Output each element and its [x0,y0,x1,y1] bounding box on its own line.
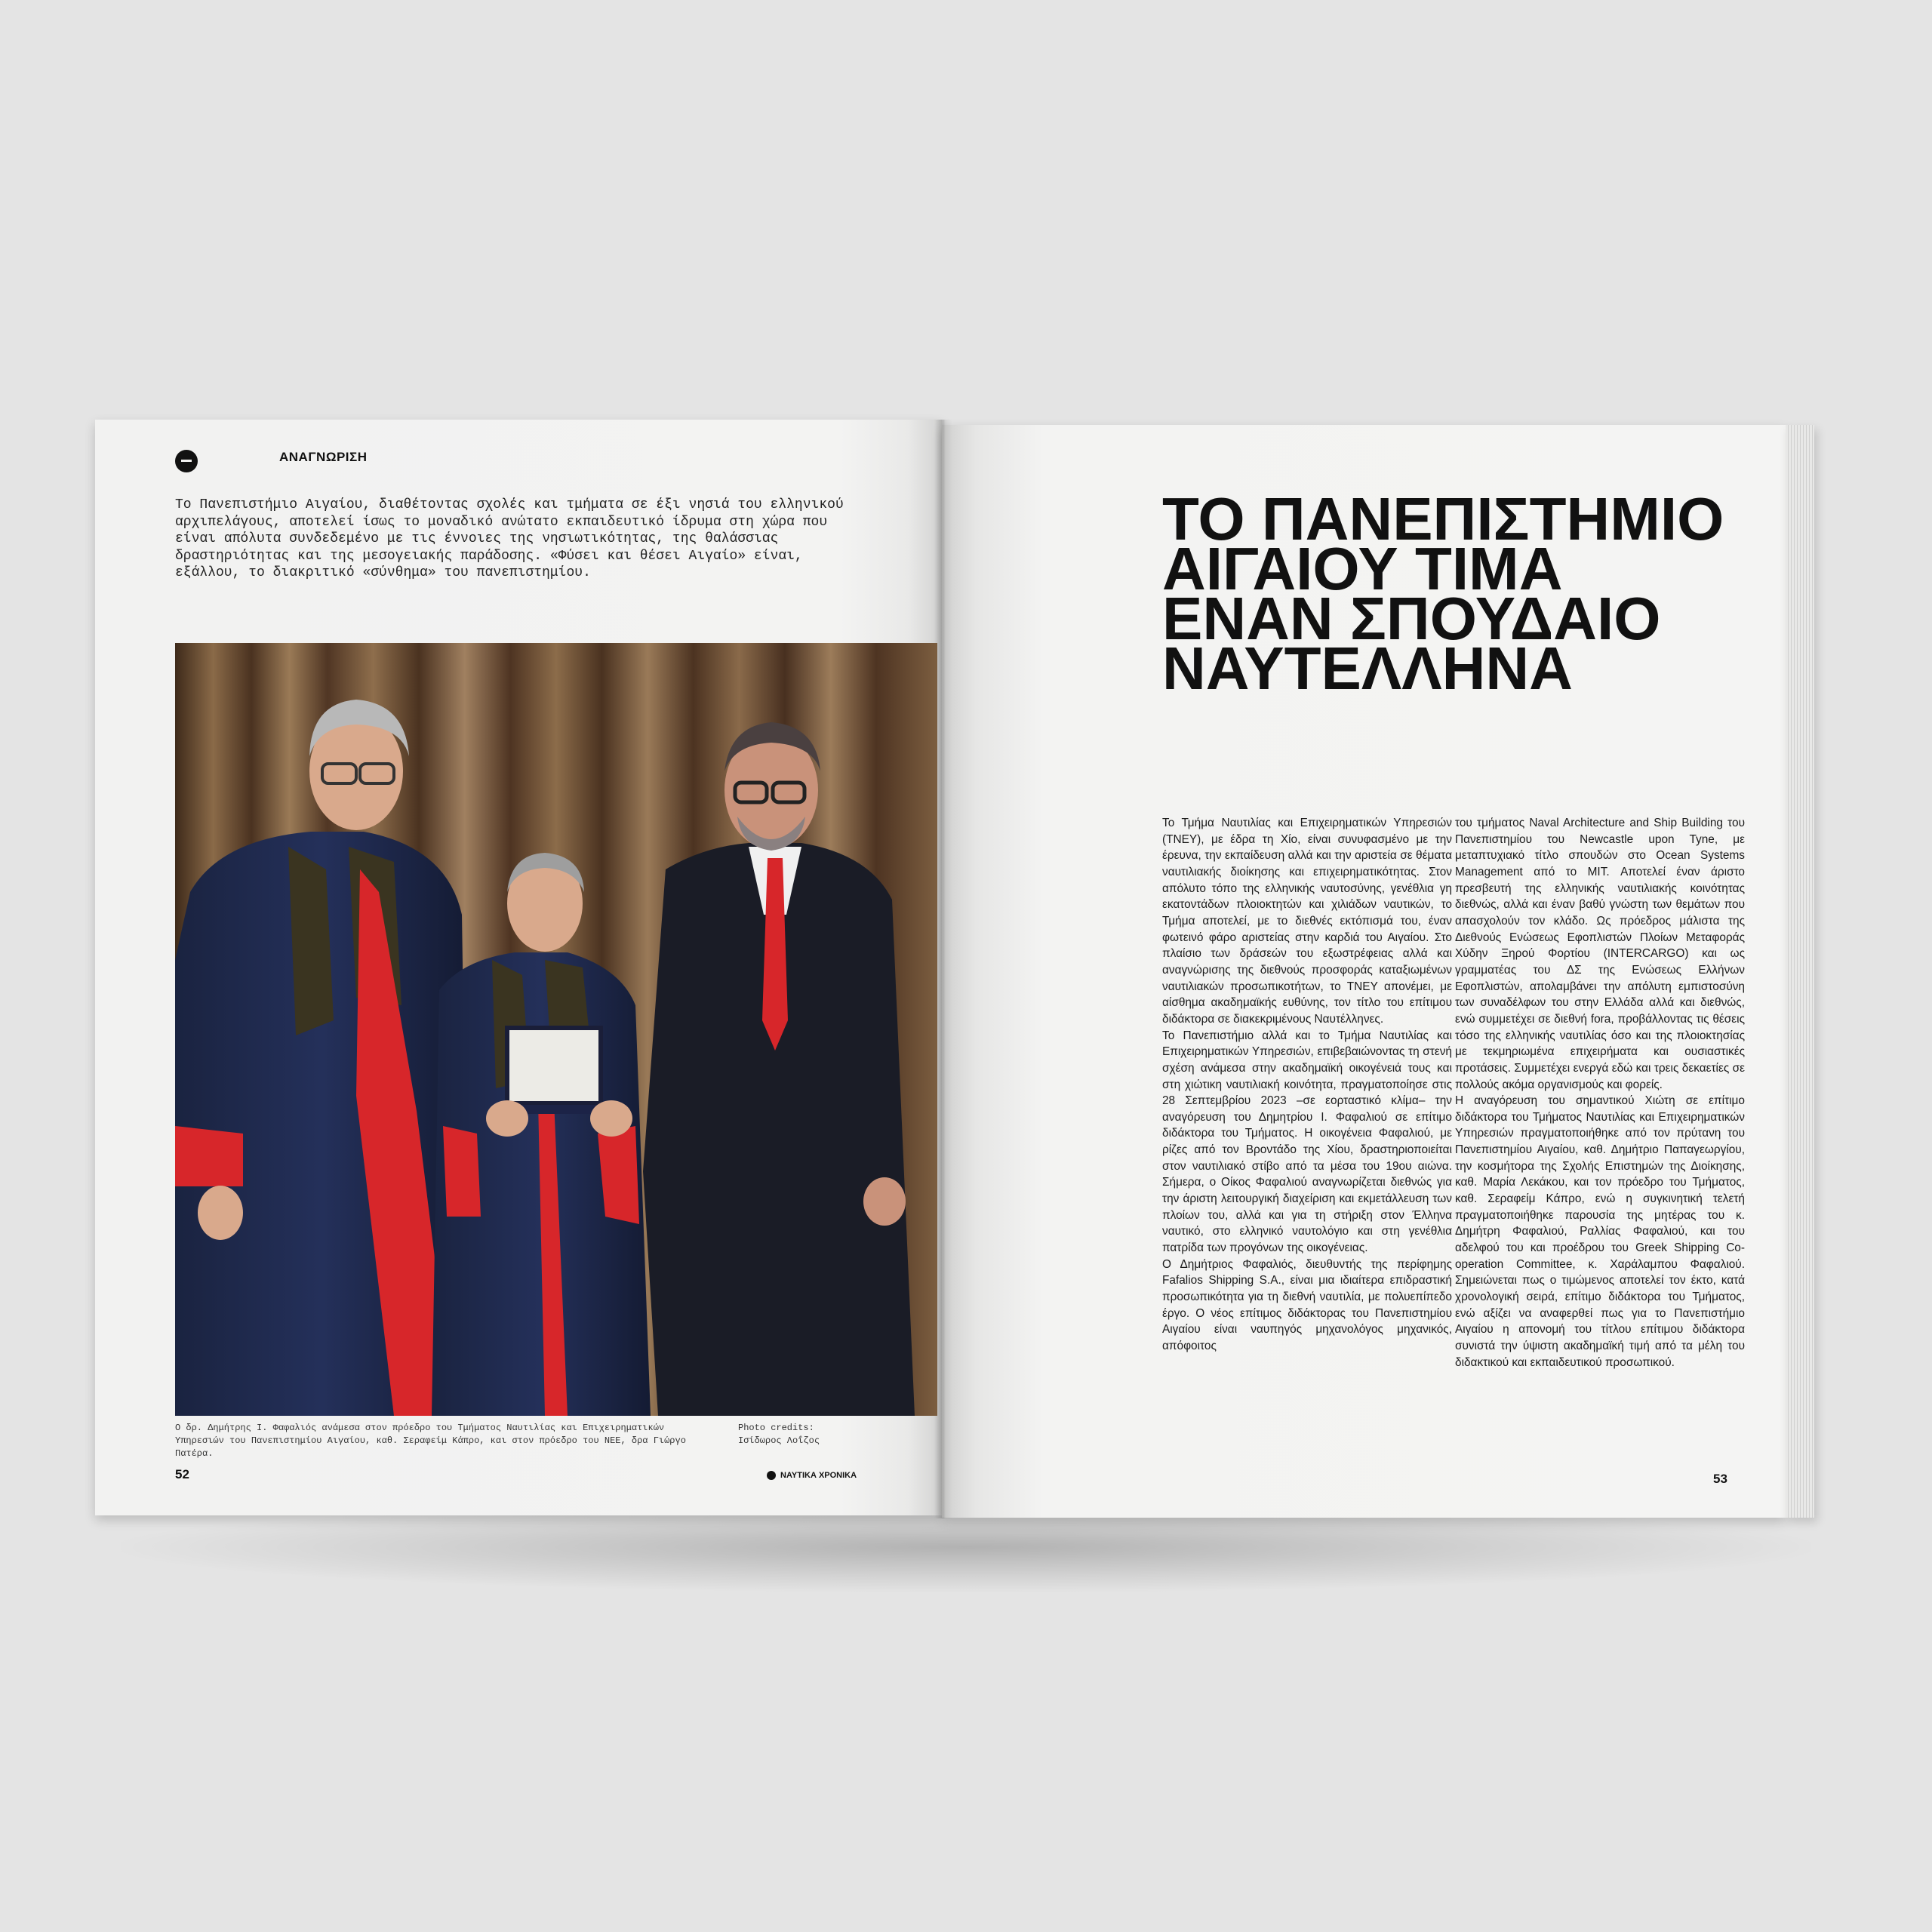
title-line: ΤΟ ΠΑΝΕΠΙΣΤΗΜΙΟ [1162,485,1724,552]
article-column-1 [1162,815,1452,1355]
page-number-left: 52 [175,1467,189,1481]
section-logo-icon [175,450,198,472]
brand-logo-icon [767,1471,776,1480]
article-column-2 [1455,815,1745,1371]
article-title [1162,485,1736,702]
paragraph: του τμήματος Naval Architecture and Ship Building του Πανεπιστημίου του Newcastle upon Tyne, με μεταπτυχιακό τίτλο σπουδών στο Ocean Systems Management από το MIT. Αποτελεί έναν άριστο πρεσβευτή της ελληνικής ναυτιλιακής κοινότητας διεθνώς, αλλά και έναν βαθύ γνώστη των θεμάτων που απασχολούν τον κλάδο. Ως πρόεδρος μάλιστα της Διεθνούς Ενώσεως Εφοπλιστών Πλοίων Μεταφοράς Χύδην Ξηρού Φορτίου (INTERCARGO) και ως γραμματέας του ΔΣ της Ενώσεως Ελλήνων Εφοπλιστών, απολαμβάνει την απόλυτη εμπιστοσύνη των συναδέλφων του στην Ελλάδα αλλά και διεθνώς, ενώ συμμετέχει σε διεθνή fora, προβάλλοντας τις θέσεις τόσο της ελληνικής ναυτιλίας όσο και της πλοιοκτησίας με τεκμηριωμένα επιχειρήματα και ουσιαστικές προτάσεις. Συμμετέχει ενεργά εδώ και τρεις δεκαετίες σε πολλούς ακόμα οργανισμούς και φορείς. [1455,817,1745,1091]
intro-paragraph: Το Πανεπιστήμιο Αιγαίου, διαθέτοντας σχολές και τμήματα σε έξι νησιά του ελληνικού αρχιπελάγους, αποτελεί ίσως το μοναδικό ανώτατο εκπαιδευτικό ίδρυμα στη χώρα που είναι απόλυτα συνδεδεμένο με τις έννοιες της νησιωτικότητας, της θαλάσσιας δραστηριότητας και της μεσογειακής παράδοσης. «Φύσει και θέσει Αιγαίο» είναι, εξάλλου, το διακριτικό «σύνθημα» του πανεπιστημίου. [175,497,844,580]
brand-name: ΝΑΥΤΙΚΑ ΧΡΟΝΙΚΑ [780,1471,857,1480]
paragraph: Το Τμήμα Ναυτιλίας και Επιχειρηματικών Υπηρεσιών (ΤΝΕΥ), με έδρα τη Χίο, είναι συνυφασμένο με την έρευνα, την εκπαίδευση αλλά και την αριστεία σε θέματα ναυτιλιακής διοίκησης και επιχειρηματικότητας. Στον απόλυτο τόπο της ελληνικής ναυτοσύνης, γενέθλια γη εκατοντάδων πλοιοκτητών και χιλιάδων ναυτικών, το Τμήμα αποτελεί, με το διεθνές εκτόπισμά του, έναν φωτεινό φάρο αριστείας στην καρδιά του Αιγαίου. Στο πλαίσιο των δράσεών του εξωστρέφειας αλλά και αναγνώρισης της διεθνούς προσφοράς καταξιωμένων ναυτιλιακών προσωπικοτήτων, το ΤΝΕΥ απονέμει, με αίσθημα ακαδημαϊκής ευθύνης, τον τίτλο του επίτιμου διδάκτορα σε διακεκριμένους Ναυτέλληνες. [1162,817,1452,1026]
credits-label: Photo credits: [738,1423,814,1433]
title-line: ΝΑΥΤΕΛΛΗΝΑ [1162,635,1573,702]
footer-brand [767,1471,857,1480]
page-edges [1786,425,1814,1518]
paragraph: Το Πανεπιστήμιο αλλά και το Τμήμα Ναυτιλίας και Επιχειρηματικών Υπηρεσιών, επιβεβαιώνοντας τη στενή σχέση ανάμεσα στην ακαδημαϊκή οικογένειά τους και στη χιώτικη ναυτιλιακή κοινότητα, πραγματοποίησε στις 28 Σεπτεμβρίου 2023 –σε εορταστικό κλίμα– την αναγόρευση του Δημητρίου Ι. Φαφαλιού σε επίτιμο διδάκτορα του Τμήματος. Η οικογένεια Φαφαλιού, με ρίζες από τον Βροντάδο της Χίου, δραστηριοποιείται στον ναυτιλιακό στίβο από τα μέσα του 19ου αιώνα. Σήμερα, ο Οίκος Φαφαλιού αναγνωρίζεται διεθνώς για την άριστη λειτουργική διαχείριση και εκμετάλλευση των πλοίων του, αλλά και για τη στήριξη στον Έλληνα ναυτικό, στο ελληνικό ναυτολόγιο και στη γενέθλια πατρίδα των προγόνων της οικογένειας. [1162,1029,1452,1255]
page-number-right: 53 [1713,1472,1727,1486]
title-line: ΕΝΑΝ ΣΠΟΥΔΑΙΟ [1162,585,1661,652]
photo-credits [738,1422,889,1447]
credits-name: Ισίδωρος Λοΐζος [738,1435,820,1446]
photo-caption: Ο δρ. Δημήτρης Ι. Φαφαλιός ανάμεσα στον πρόεδρο του Τμήματος Ναυτιλίας και Επιχειρηματικών Υπηρεσιών του Πανεπιστημίου Αιγαίου, καθ. Σεραφείμ Κάπρο, και στον πρόεδρο του ΝΕΕ, δρα Γιώργο Πατέρα. [175,1423,686,1459]
ceremony-photo [175,643,937,1416]
section-label: ΑΝΑΓΝΩΡΙΣΗ [279,450,368,464]
paragraph: Η αναγόρευση του σημαντικού Χιώτη σε επίτιμο διδάκτορα του Τμήματος Ναυτιλίας και Επιχειρηματικών Υπηρεσιών πραγματοποιήθηκε από τον πρύτανη του Πανεπιστημίου Αιγαίου, καθ. Δημήτριο Παπαγεωργίου, την κοσμήτορα της Σχολής Επιστημών της Διοίκησης, καθ. Μαρία Λεκάκου, και τον πρόεδρο του Τμήματος, καθ. Σεραφείμ Κάπρο, ενώ η συγκινητική τελετή πραγματοποιήθηκε παρουσία της μητέρας του κ. Δημήτρη Φαφαλιού, Ραλλίας Φαφαλιού, και του αδελφού του και προέδρου του Greek Shipping Co-operation Committee, κ. Χαράλαμπου Φαφαλιού. Σημειώνεται πως ο τιμώμενος αποτελεί τον έκτο, κατά χρονολογική σειρά, επίτιμο διδάκτορα του Τμήματος, ενώ αξίζει να αναφερθεί πως για το Πανεπιστήμιο Αιγαίου η απονομή του τίτλου επίτιμου διδάκτορα συνιστά την ύψιστη ακαδημαϊκή τιμή από τα μέλη του διδακτικού και εκπαιδευτικού προσωπικού. [1455,1094,1745,1369]
title-line: ΑΙΓΑΙΟΥ ΤΙΜΑ [1162,535,1563,602]
paragraph: Ο Δημήτριος Φαφαλιός, διευθυντής της περίφημης Fafalios Shipping S.A., είναι μια ιδιαίτερα επιδραστική προσωπικότητα για τη διεθνή ναυτιλία, με πολυεπίπεδο έργο. Ο νέος επίτιμος διδάκτορας του Πανεπιστημίου Αιγαίου είναι ναυπηγός μηχανολόγος μηχανικός, απόφοιτος [1162,1257,1452,1352]
